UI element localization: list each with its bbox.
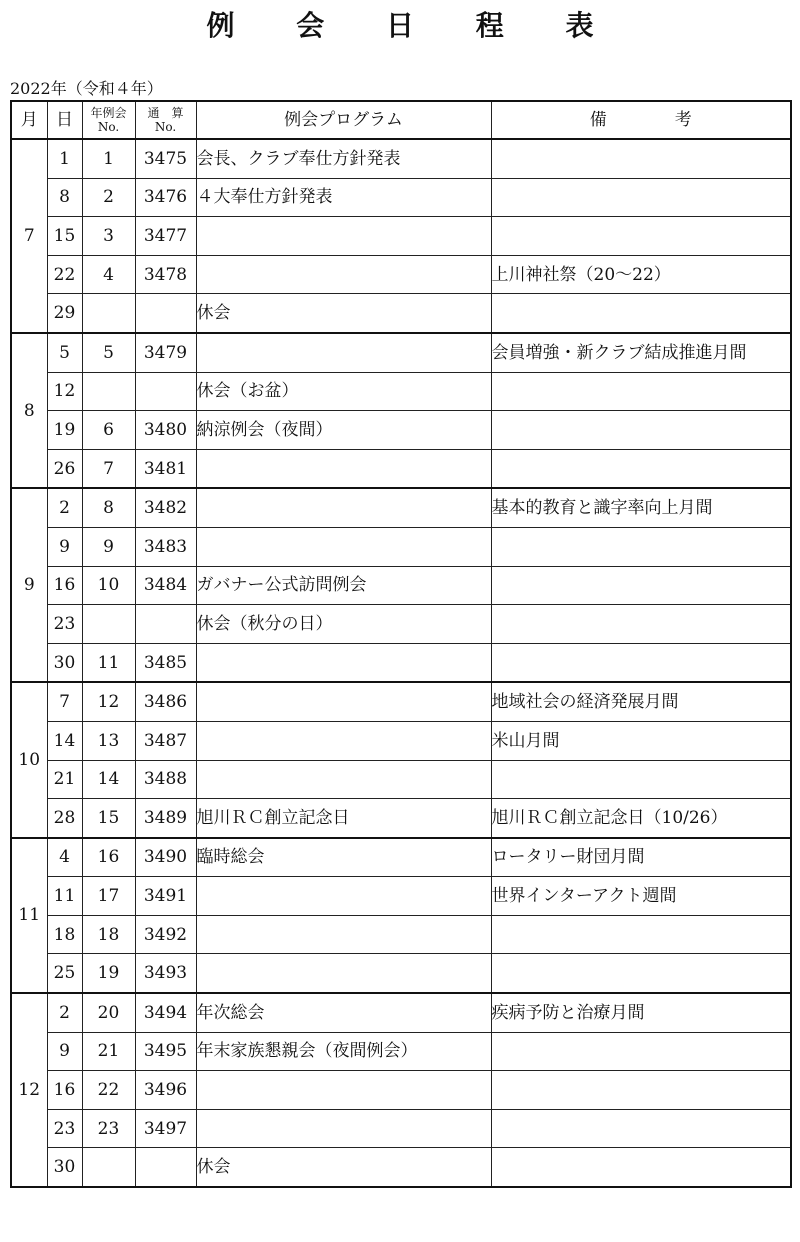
total-no-cell: 3476 — [135, 178, 196, 217]
annual-no-cell: 20 — [82, 993, 135, 1032]
month-cell: 7 — [11, 139, 47, 333]
program-cell: 休会（お盆） — [196, 372, 491, 411]
program-cell — [196, 954, 491, 993]
day-cell: 18 — [47, 915, 82, 954]
program-cell — [196, 643, 491, 682]
day-cell: 9 — [47, 1032, 82, 1071]
annual-no-cell: 16 — [82, 838, 135, 877]
total-no-cell: 3485 — [135, 643, 196, 682]
day-cell: 15 — [47, 217, 82, 256]
note-cell: 世界インターアクト週間 — [491, 877, 791, 916]
header-day: 日 — [47, 101, 82, 139]
annual-no-cell: 9 — [82, 527, 135, 566]
total-no-cell — [135, 294, 196, 333]
header-total-no-line2: No. — [154, 120, 177, 134]
total-no-cell: 3496 — [135, 1071, 196, 1110]
program-cell: 年次総会 — [196, 993, 491, 1032]
total-no-cell — [135, 372, 196, 411]
total-no-cell: 3490 — [135, 838, 196, 877]
program-cell — [196, 915, 491, 954]
month-group — [11, 139, 791, 333]
annual-no-cell: 22 — [82, 1071, 135, 1110]
table-row — [11, 527, 791, 566]
table-row — [11, 294, 791, 333]
header-annual-no-line2: No. — [97, 120, 120, 134]
total-no-cell: 3492 — [135, 915, 196, 954]
annual-no-cell: 8 — [82, 488, 135, 527]
note-cell — [491, 449, 791, 488]
note-cell — [491, 217, 791, 256]
total-no-cell — [135, 1148, 196, 1187]
note-cell: 基本的教育と識字率向上月間 — [491, 488, 791, 527]
header-row — [11, 101, 791, 139]
total-no-cell: 3477 — [135, 217, 196, 256]
table-row — [11, 760, 791, 799]
program-cell — [196, 488, 491, 527]
annual-no-cell — [82, 1148, 135, 1187]
note-cell — [491, 760, 791, 799]
program-cell — [196, 721, 491, 760]
note-cell — [491, 527, 791, 566]
total-no-cell: 3484 — [135, 566, 196, 605]
table-row — [11, 799, 791, 838]
annual-no-cell: 17 — [82, 877, 135, 916]
month-group — [11, 993, 791, 1187]
note-cell: 上川神社祭（20～22） — [491, 255, 791, 294]
header-notes: 備 考 — [491, 101, 791, 139]
note-cell — [491, 605, 791, 644]
annual-no-cell: 3 — [82, 217, 135, 256]
day-cell: 22 — [47, 255, 82, 294]
total-no-cell: 3489 — [135, 799, 196, 838]
day-cell: 23 — [47, 1109, 82, 1148]
table-row — [11, 488, 791, 527]
program-cell: 年末家族懇親会（夜間例会） — [196, 1032, 491, 1071]
total-no-cell: 3488 — [135, 760, 196, 799]
total-no-cell: 3497 — [135, 1109, 196, 1148]
table-row — [11, 449, 791, 488]
annual-no-cell: 18 — [82, 915, 135, 954]
annual-no-cell: 14 — [82, 760, 135, 799]
note-cell — [491, 1148, 791, 1187]
table-row — [11, 333, 791, 372]
total-no-cell: 3478 — [135, 255, 196, 294]
table-row — [11, 255, 791, 294]
month-group — [11, 488, 791, 682]
program-cell: 納涼例会（夜間） — [196, 411, 491, 450]
table-row — [11, 643, 791, 682]
annual-no-cell — [82, 294, 135, 333]
program-cell: ４大奉仕方針発表 — [196, 178, 491, 217]
table-row — [11, 178, 791, 217]
day-cell: 28 — [47, 799, 82, 838]
day-cell: 30 — [47, 643, 82, 682]
program-cell: 会長、クラブ奉仕方針発表 — [196, 139, 491, 178]
total-no-cell: 3487 — [135, 721, 196, 760]
note-cell — [491, 294, 791, 333]
month-cell: 12 — [11, 993, 47, 1187]
day-cell: 23 — [47, 605, 82, 644]
table-row — [11, 682, 791, 721]
day-cell: 30 — [47, 1148, 82, 1187]
note-cell: 会員増強・新クラブ結成推進月間 — [491, 333, 791, 372]
table-row — [11, 721, 791, 760]
month-group — [11, 838, 791, 993]
table-row — [11, 139, 791, 178]
day-cell: 16 — [47, 1071, 82, 1110]
note-cell — [491, 178, 791, 217]
note-cell: 地域社会の経済発展月間 — [491, 682, 791, 721]
annual-no-cell: 5 — [82, 333, 135, 372]
day-cell: 1 — [47, 139, 82, 178]
month-cell: 10 — [11, 682, 47, 837]
annual-no-cell: 2 — [82, 178, 135, 217]
annual-no-cell: 13 — [82, 721, 135, 760]
program-cell: 臨時総会 — [196, 838, 491, 877]
table-row — [11, 838, 791, 877]
table-row — [11, 877, 791, 916]
note-cell — [491, 1032, 791, 1071]
table-row — [11, 954, 791, 993]
table-row — [11, 1071, 791, 1110]
table-row — [11, 1148, 791, 1187]
schedule-table — [10, 100, 792, 1188]
header-program: 例会プログラム — [196, 101, 491, 139]
program-cell — [196, 255, 491, 294]
program-cell — [196, 449, 491, 488]
day-cell: 19 — [47, 411, 82, 450]
annual-no-cell: 1 — [82, 139, 135, 178]
day-cell: 5 — [47, 333, 82, 372]
year-label: 2022年（令和４年） — [10, 79, 163, 98]
table-row — [11, 915, 791, 954]
total-no-cell: 3493 — [135, 954, 196, 993]
annual-no-cell: 21 — [82, 1032, 135, 1071]
total-no-cell: 3479 — [135, 333, 196, 372]
month-cell: 9 — [11, 488, 47, 682]
note-cell — [491, 643, 791, 682]
annual-no-cell: 10 — [82, 566, 135, 605]
total-no-cell: 3482 — [135, 488, 196, 527]
total-no-cell: 3494 — [135, 993, 196, 1032]
day-cell: 9 — [47, 527, 82, 566]
table-row — [11, 1109, 791, 1148]
day-cell: 16 — [47, 566, 82, 605]
month-group — [11, 333, 791, 488]
month-group — [11, 682, 791, 837]
day-cell: 14 — [47, 721, 82, 760]
annual-no-cell: 11 — [82, 643, 135, 682]
annual-no-cell: 6 — [82, 411, 135, 450]
program-cell — [196, 527, 491, 566]
program-cell — [196, 1109, 491, 1148]
table-row — [11, 411, 791, 450]
annual-no-cell: 4 — [82, 255, 135, 294]
table-row — [11, 605, 791, 644]
table-row — [11, 566, 791, 605]
program-cell — [196, 1071, 491, 1110]
program-cell — [196, 682, 491, 721]
day-cell: 11 — [47, 877, 82, 916]
total-no-cell — [135, 605, 196, 644]
day-cell: 8 — [47, 178, 82, 217]
note-cell — [491, 411, 791, 450]
program-cell: 休会（秋分の日） — [196, 605, 491, 644]
total-no-cell: 3480 — [135, 411, 196, 450]
note-cell — [491, 566, 791, 605]
annual-no-cell: 12 — [82, 682, 135, 721]
header-total-no-line1: 通 算 — [147, 106, 184, 120]
day-cell: 21 — [47, 760, 82, 799]
note-cell: 旭川ＲＣ創立記念日（10/26） — [491, 799, 791, 838]
note-cell: 疾病予防と治療月間 — [491, 993, 791, 1032]
annual-no-cell — [82, 372, 135, 411]
day-cell: 2 — [47, 993, 82, 1032]
note-cell — [491, 915, 791, 954]
note-cell: ロータリー財団月間 — [491, 838, 791, 877]
table-row — [11, 217, 791, 256]
total-no-cell: 3481 — [135, 449, 196, 488]
day-cell: 26 — [47, 449, 82, 488]
day-cell: 7 — [47, 682, 82, 721]
program-cell: 旭川ＲＣ創立記念日 — [196, 799, 491, 838]
month-cell: 8 — [11, 333, 47, 488]
annual-no-cell: 23 — [82, 1109, 135, 1148]
program-cell: 休会 — [196, 294, 491, 333]
note-cell — [491, 1071, 791, 1110]
note-cell — [491, 139, 791, 178]
month-cell: 11 — [11, 838, 47, 993]
table-row — [11, 993, 791, 1032]
table-row — [11, 372, 791, 411]
day-cell: 25 — [47, 954, 82, 993]
header-total-no — [135, 101, 196, 139]
program-cell: ガバナー公式訪問例会 — [196, 566, 491, 605]
annual-no-cell: 7 — [82, 449, 135, 488]
table-row — [11, 1032, 791, 1071]
total-no-cell: 3475 — [135, 139, 196, 178]
annual-no-cell: 15 — [82, 799, 135, 838]
day-cell: 2 — [47, 488, 82, 527]
note-cell — [491, 954, 791, 993]
annual-no-cell — [82, 605, 135, 644]
total-no-cell: 3483 — [135, 527, 196, 566]
annual-no-cell: 19 — [82, 954, 135, 993]
header-annual-no-line1: 年例会 — [90, 106, 127, 120]
note-cell: 米山月間 — [491, 721, 791, 760]
program-cell — [196, 217, 491, 256]
page-title: 例 会 日 程 表 — [206, 9, 620, 42]
day-cell: 12 — [47, 372, 82, 411]
day-cell: 29 — [47, 294, 82, 333]
program-cell — [196, 333, 491, 372]
note-cell — [491, 1109, 791, 1148]
header-month: 月 — [11, 101, 47, 139]
day-cell: 4 — [47, 838, 82, 877]
total-no-cell: 3491 — [135, 877, 196, 916]
note-cell — [491, 372, 791, 411]
program-cell: 休会 — [196, 1148, 491, 1187]
header-annual-no — [82, 101, 135, 139]
program-cell — [196, 760, 491, 799]
total-no-cell: 3495 — [135, 1032, 196, 1071]
program-cell — [196, 877, 491, 916]
total-no-cell: 3486 — [135, 682, 196, 721]
